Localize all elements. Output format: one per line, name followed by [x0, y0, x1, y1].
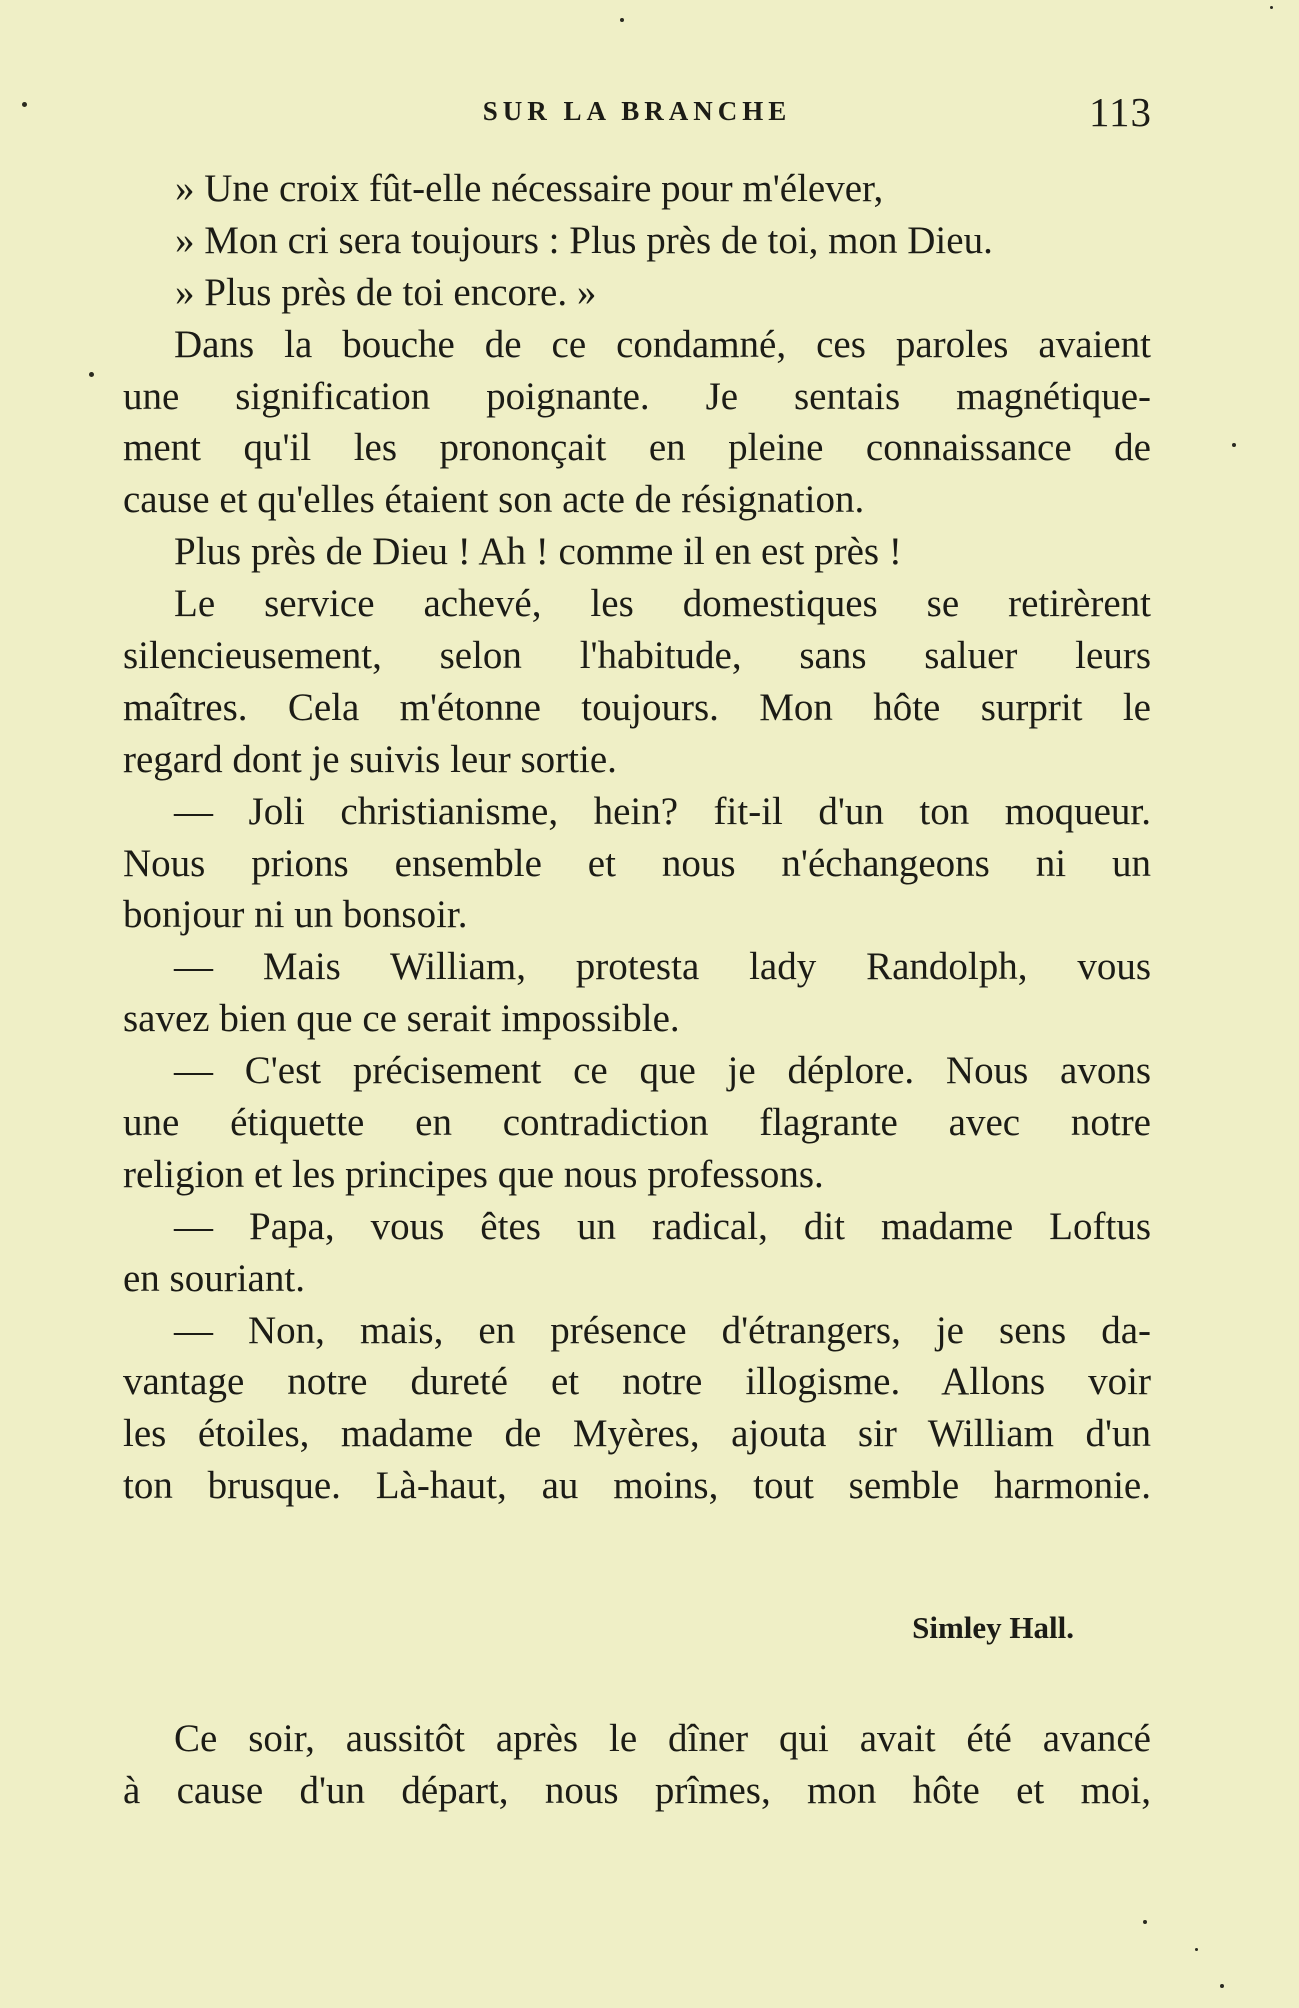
- paper-speck: [1143, 1920, 1147, 1924]
- text-line: — Joli christianisme, hein? fit-il d'un ton moqueur.: [174, 789, 1151, 833]
- running-title: SUR LA BRANCHE: [482, 96, 792, 126]
- text-line: en souriant.: [123, 1256, 305, 1300]
- text-line: ment qu'il les prononçait en pleine connaissance de: [123, 426, 1151, 470]
- text-line: — Papa, vous êtes un radical, dit madame Loftus: [174, 1204, 1151, 1248]
- text-line: savez bien que ce serait impossible.: [123, 997, 680, 1041]
- text-line: Ce soir, aussitôt après le dîner qui avait été avancé: [174, 1717, 1151, 1760]
- paper-speck: [1195, 1948, 1198, 1951]
- page-number: 113: [1089, 89, 1152, 135]
- text-line: une étiquette en contradiction flagrante avec notre: [123, 1101, 1151, 1145]
- paper-speck: [1220, 1984, 1224, 1988]
- text-line: vantage notre dureté et notre illogisme. Allons voir: [123, 1360, 1151, 1404]
- text-line: » Une croix fût-elle nécessaire pour m'élever,: [175, 167, 884, 210]
- text-line: » Mon cri sera toujours : Plus près de toi, mon Dieu.: [175, 218, 993, 262]
- text-line: bonjour ni un bonsoir.: [123, 893, 468, 937]
- paper-speck: [1270, 6, 1273, 9]
- text-line: Dans la bouche de ce condamné, ces paroles avaient: [174, 322, 1151, 366]
- text-line: Plus près de Dieu ! Ah ! comme il en est près !: [174, 530, 902, 574]
- text-line: Nous prions ensemble et nous n'échangeons ni un: [123, 841, 1151, 885]
- text-line: maîtres. Cela m'étonne toujours. Mon hôte surprit le: [123, 685, 1151, 729]
- body-text: [123, 163, 1151, 1512]
- text-line: une signification poignante. Je sentais magnétique-: [123, 374, 1151, 418]
- paper-speck: [620, 18, 624, 22]
- text-line: religion et les principes que nous professons.: [123, 1152, 824, 1196]
- text-line: regard dont je suivis leur sortie.: [123, 737, 617, 781]
- paper-speck: [1232, 443, 1236, 447]
- text-line: Le service achevé, les domestiques se retirèrent: [174, 582, 1151, 626]
- text-line: à cause d'un départ, nous prîmes, mon hôte et moi,: [123, 1768, 1151, 1812]
- paper-speck: [89, 372, 94, 377]
- text-line: — Mais William, protesta lady Randolph, vous: [174, 945, 1151, 989]
- text-line: » Plus près de toi encore. »: [175, 270, 597, 314]
- text-line: ton brusque. Là-haut, au moins, tout semble harmonie.: [123, 1464, 1151, 1508]
- text-line: cause et qu'elles étaient son acte de résignation.: [123, 478, 865, 522]
- place-signature: Simley Hall.: [912, 1610, 1074, 1645]
- text-line: silencieusement, selon l'habitude, sans saluer leurs: [123, 634, 1151, 678]
- text-line: — Non, mais, en présence d'étrangers, je sens da-: [174, 1308, 1151, 1352]
- next-entry-text: [123, 1713, 1151, 1817]
- text-line: les étoiles, madame de Myères, ajouta sir William d'un: [123, 1412, 1151, 1456]
- running-head: [122, 89, 1152, 135]
- text-line: — C'est précisement ce que je déplore. Nous avons: [174, 1049, 1151, 1093]
- paper-speck: [22, 102, 27, 107]
